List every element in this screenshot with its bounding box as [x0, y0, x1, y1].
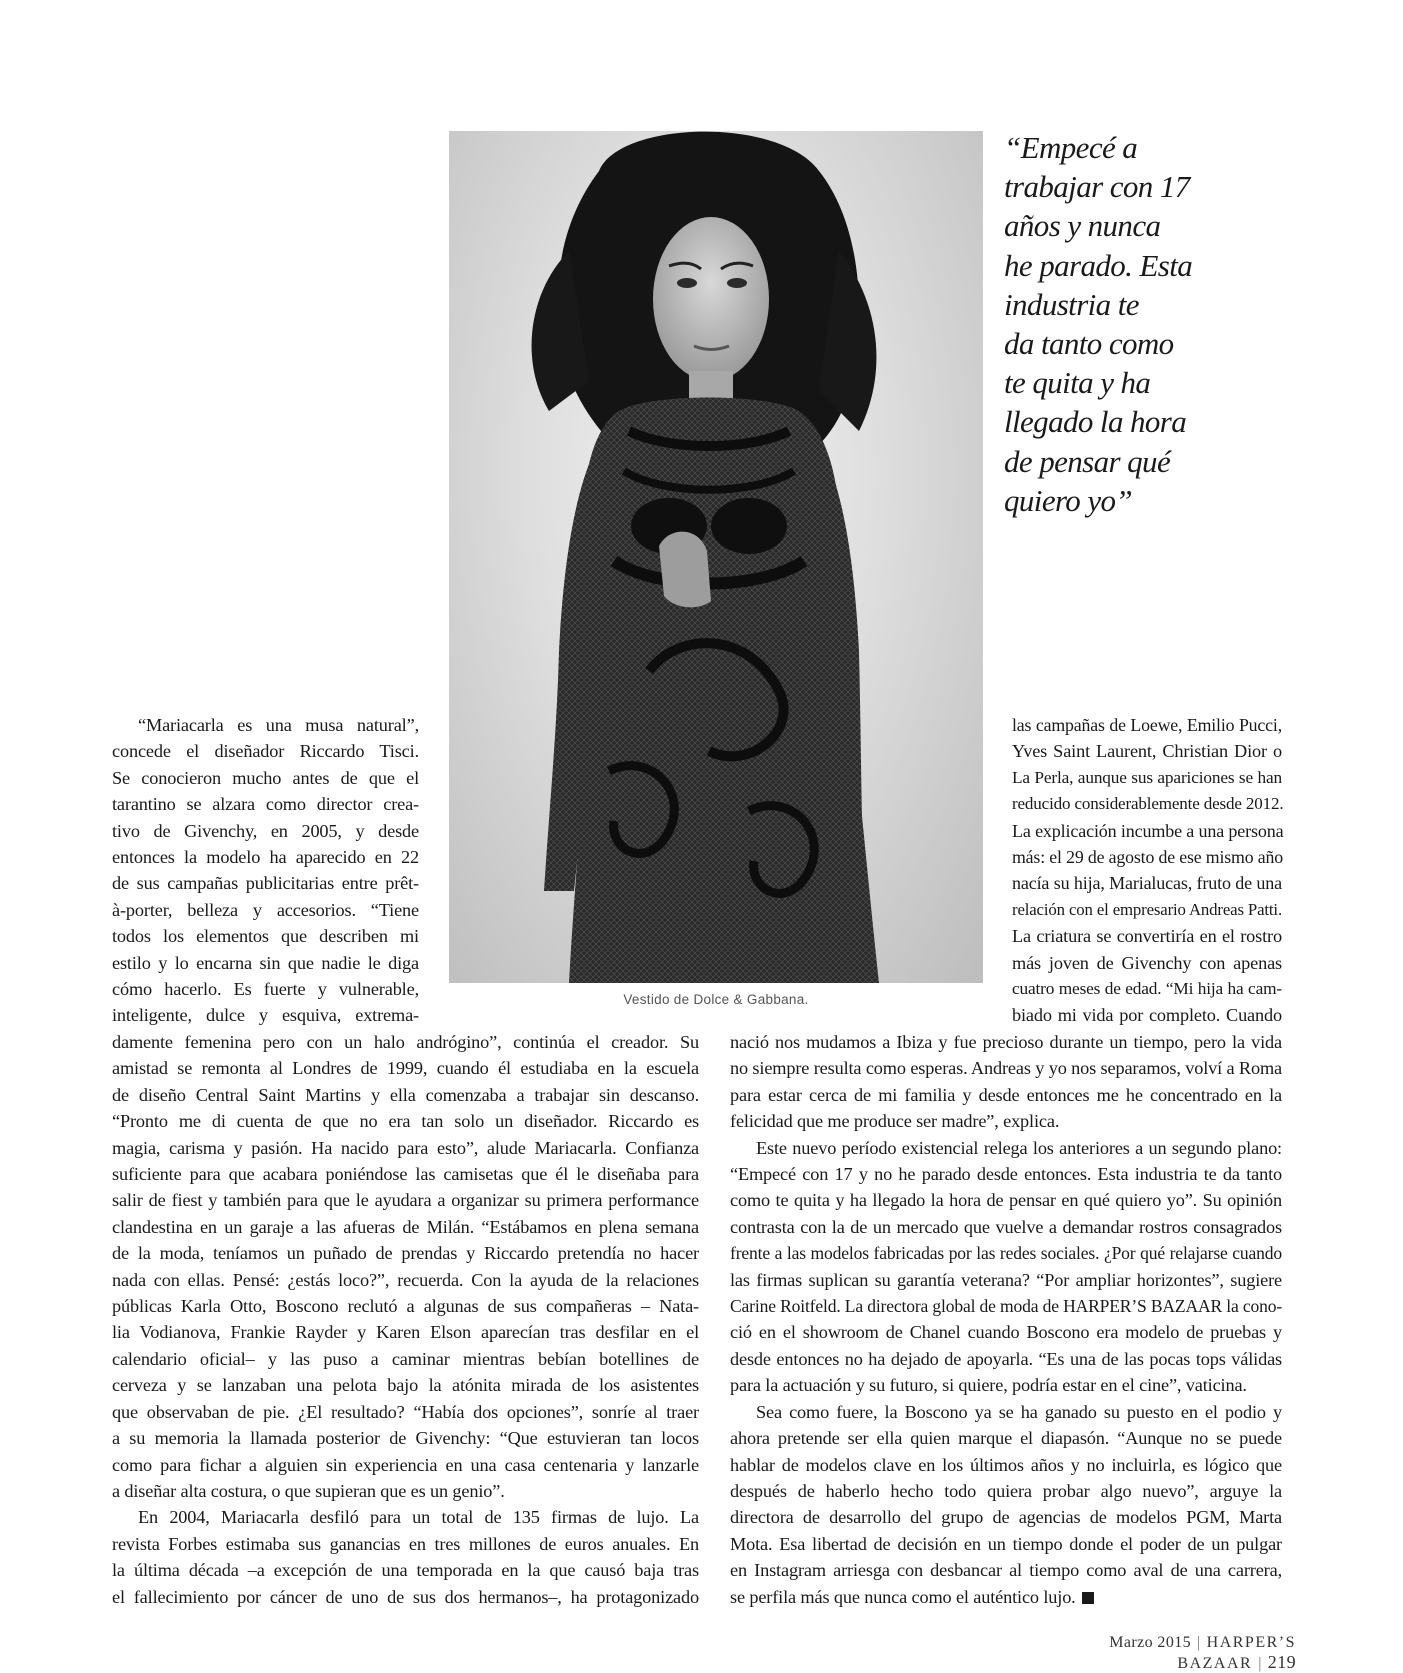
article-line: ció en el showroom de Chanel cuando Boscono era modelo de pruebas y	[730, 1322, 1282, 1343]
article-line: reducido considerablemente desde 2012.	[1012, 794, 1284, 814]
article-line: relación con el empresario Andreas Patti.	[1012, 899, 1282, 919]
article-line: cuatro meses de edad. “Mi hija ha cam-	[1012, 979, 1282, 999]
article-line: públicas Karla Otto, Boscono reclutó a algunas de sus compañeras – Nata-	[112, 1296, 699, 1317]
article-line: desde entonces no ha dejado de apoyarla. “Es una de las pocas tops válidas	[730, 1348, 1282, 1369]
article-column-right-bottom	[730, 1029, 1282, 1610]
article-line: “Mariacarla es una musa natural”,	[138, 715, 419, 735]
article-line: de la moda, teníamos un puñado de prendas y Riccardo pretendía no hacer	[112, 1243, 699, 1264]
article-line: Se conocieron mucho antes de que el	[112, 767, 419, 788]
article-line: frente a las modelos fabricadas por las redes sociales. ¿Por qué relajarse cuando	[730, 1243, 1282, 1264]
article-line: las campañas de Loewe, Emilio Pucci,	[1012, 715, 1282, 735]
article-line: el fallecimiento por cáncer de uno de sus dos hermanos–, ha protagonizado	[112, 1586, 699, 1607]
issue-date: Marzo 2015	[1109, 1634, 1192, 1651]
article-line: à-porter, belleza y accesorios. “Tiene	[112, 899, 419, 920]
photo-caption: Vestido de Dolce & Gabbana.	[623, 992, 809, 1007]
article-column-right-top	[1012, 712, 1282, 1029]
pull-quote-line: llegado la hora	[1004, 404, 1187, 440]
article-line: se perfila más que nunca como el auténtico lujo.	[730, 1586, 1076, 1607]
article-column-left-top	[112, 712, 419, 1029]
article-line: directora de desarrollo del grupo de agencias de modelos PGM, Marta	[730, 1507, 1282, 1528]
article-line: en Instagram arriesga con desbancar al tiempo como aval de una carrera,	[730, 1560, 1282, 1581]
article-line: La Perla, aunque sus apariciones se han	[1012, 767, 1282, 787]
pull-quote-line: de pensar qué	[1004, 443, 1171, 479]
article-line: clandestina en un garaje a las afueras de Milán. “Estábamos en plena semana	[112, 1216, 699, 1237]
article-line: Este nuevo período existencial relega los anteriores a un segundo plano:	[756, 1137, 1282, 1158]
article-line: estilo y lo encarna sin que nadie le diga	[112, 952, 419, 973]
pull-quote-line: “Empecé a	[1004, 130, 1138, 165]
article-column-left-bottom	[112, 1029, 699, 1610]
magazine-name: HARPER’S BAZAAR	[1177, 1634, 1296, 1672]
pull-quote-line: industria te	[1004, 286, 1139, 322]
article-line: tivo de Givenchy, en 2005, y desde	[112, 820, 419, 841]
page-footer	[990, 1634, 1296, 1673]
footer-separator: |	[1197, 1634, 1201, 1651]
article-line: ahora pretende ser ella quien marque el diapasón. “Aunque no se puede	[730, 1428, 1282, 1449]
article-line: Sea como fuere, la Boscono ya se ha ganado su puesto en el podio y	[756, 1401, 1282, 1422]
article-line: como te quita y ha llegado la hora de pensar en qué quiero yo”. Su opinión	[730, 1190, 1282, 1211]
model-photo-illustration	[449, 131, 983, 983]
article-line: hablar de modelos clave en los últimos años y no incluirla, es lógico que	[730, 1454, 1282, 1475]
article-line: La explicación incumbe a una persona	[1012, 820, 1284, 841]
article-line: La criatura se convertiría en el rostro	[1012, 926, 1282, 947]
article-line: Yves Saint Laurent, Christian Dior o	[1012, 741, 1282, 762]
article-line: nació nos mudamos a Ibiza y fue precioso durante un tiempo, pero la vida	[730, 1032, 1282, 1052]
model-photo	[449, 131, 983, 983]
article-line: a su memoria la llamada posterior de Givenchy: “Que estuvieran tan locos	[112, 1428, 699, 1449]
article-line: que observaban de pie. ¿El resultado? “Había dos opciones”, sonríe al traer	[112, 1401, 699, 1422]
article-line: las firmas suplican su garantía veterana? “Por ampliar horizontes”, sugiere	[730, 1269, 1282, 1290]
article-line: entonces la modelo ha aparecido en 22	[112, 847, 419, 868]
article-line: contrasta con la de un mercado que vuelve a demandar rostros consagrados	[730, 1216, 1282, 1237]
article-line: salir de fiest y también para que le ayudara a organizar su primera performance	[112, 1190, 699, 1211]
article-last-line	[730, 1584, 1282, 1610]
article-line: la última década –a excepción de una temporada en la que causó baja tras	[112, 1560, 699, 1581]
article-line: Carine Roitfeld. La directora global de moda de HARPER’S BAZAAR la cono-	[730, 1296, 1283, 1317]
article-line: biado mi vida por completo. Cuando	[1012, 1005, 1282, 1026]
page-number: 219	[1267, 1652, 1296, 1672]
article-line: amistad se remonta al Londres de 1999, cuando él estudiaba en la escuela	[112, 1058, 699, 1079]
pull-quote-line: da tanto como	[1004, 326, 1174, 362]
article-line: para la actuación y su futuro, si quiere, podría estar en el cine”, vaticina.	[730, 1375, 1247, 1396]
article-line: “Empecé con 17 y no he parado desde entonces. Esta industria te da tanto	[730, 1164, 1282, 1185]
article-line: calendario oficial– y las puso a caminar mientras bebían botellines de	[112, 1348, 699, 1369]
article-line: de diseño Central Saint Martins y ella comenzaba a trabajar sin descanso.	[112, 1084, 699, 1105]
pull-quote-line: te quita y ha	[1004, 365, 1151, 401]
article-line: para estar cerca de mi familia y desde entonces me he concentrado en la	[730, 1084, 1282, 1105]
article-line: nacía su hija, Marialucas, fruto de una	[1012, 873, 1282, 894]
pull-quote-line: trabajar con 17	[1004, 169, 1190, 205]
article-line: de sus campañas publicitarias entre prêt-	[112, 873, 419, 894]
article-line: a diseñar alta costura, o que supieran que es un genio”.	[112, 1480, 505, 1501]
article-line: En 2004, Mariacarla desfiló para un total de 135 firmas de lujo. La	[138, 1507, 699, 1528]
article-line: lia Vodianova, Frankie Rayder y Karen Elson aparecían tras desfilar en el	[112, 1322, 699, 1343]
article-line: como para fichar a alguien sin experiencia en una casa centenaria y lanzarle	[112, 1454, 699, 1475]
article-line: “Pronto me di cuenta de que no era tan solo un diseñador. Riccardo es	[112, 1111, 699, 1132]
end-of-article-mark	[1082, 1592, 1094, 1604]
article-line: magia, carisma y pasión. Ha nacido para esto”, alude Mariacarla. Confianza	[112, 1137, 699, 1158]
article-line: damente femenina pero con un halo andrógino”, continúa el creador. Su	[112, 1032, 699, 1052]
article-line: felicidad que me produce ser madre”, explica.	[730, 1111, 1060, 1132]
article-line: cerveza y se lanzaban una pelota bajo la atónita mirada de los asistentes	[112, 1375, 699, 1396]
article-line: todos los elementos que describen mi	[112, 926, 419, 947]
article-line: revista Forbes estimaba sus ganancias en tres millones de euros anuales. En	[112, 1533, 699, 1554]
footer-separator: |	[1258, 1655, 1262, 1672]
pull-quote-line: quiero yo”	[1004, 482, 1133, 518]
article-line: después de haberlo hecho todo quiera probar algo nuevo”, arguye la	[730, 1480, 1282, 1501]
article-line: más joven de Givenchy con apenas	[1012, 952, 1282, 973]
article-line: concede el diseñador Riccardo Tisci.	[112, 741, 419, 762]
pull-quote-line: he parado. Esta	[1004, 247, 1193, 283]
article-line: no siempre resulta como esperas. Andreas y yo nos separamos, volví a Roma	[730, 1058, 1282, 1079]
article-line: tarantino se alzara como director crea-	[112, 794, 419, 815]
article-line: nada con ellas. Pensé: ¿estás loco?”, recuerda. Con la ayuda de la relaciones	[112, 1269, 699, 1290]
pull-quote-line: años y nunca	[1004, 208, 1161, 244]
article-line: inteligente, dulce y esquiva, extrema-	[112, 1005, 419, 1026]
article-line: más: el 29 de agosto de ese mismo año	[1012, 847, 1283, 868]
article-line: suficiente para que acabara poniéndose las camisetas que él le diseñaba para	[112, 1164, 699, 1185]
article-line: cómo hacerlo. Es fuerte y vulnerable,	[112, 979, 419, 1000]
pull-quote	[1004, 128, 1244, 520]
article-line: Mota. Esa libertad de decisión en un tiempo donde el poder de un pulgar	[730, 1533, 1282, 1554]
